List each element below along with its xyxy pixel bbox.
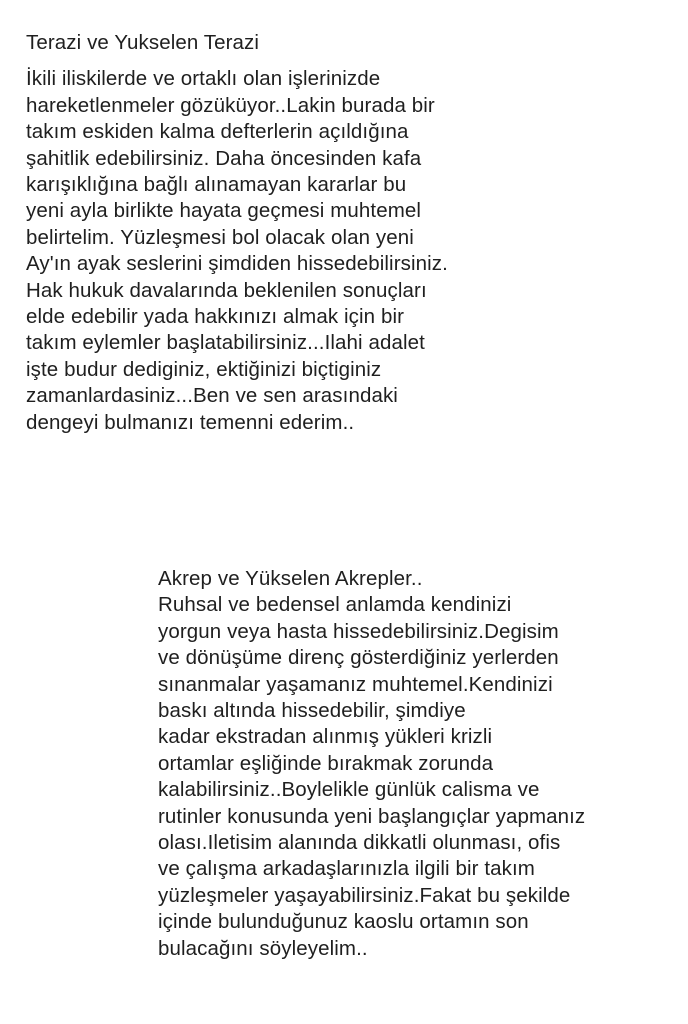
- scorpio-text-line: yüzleşmeler yaşayabilirsiniz.Fakat bu şekilde: [158, 883, 571, 907]
- libra-text-line: yeni ayla birlikte hayata geçmesi muhtemel: [26, 199, 422, 223]
- libra-text-line: takım eylemler başlatabilirsiniz...Ilahi adalet: [26, 331, 425, 355]
- scorpio-text-line: sınanmalar yaşamanız muhtemel.Kendinizi: [158, 672, 553, 696]
- libra-section: [26, 30, 448, 436]
- libra-text-line: takım eskiden kalma defterlerin açıldığına: [26, 120, 409, 144]
- libra-text-line: dengeyi bulmanızı temenni ederim..: [26, 410, 355, 434]
- scorpio-title: Akrep ve Yükselen Akrepler..: [158, 567, 423, 590]
- libra-text-line: belirtelim. Yüzleşmesi bol olacak olan yeni: [26, 225, 414, 249]
- scorpio-text-line: bulacağını söyleyelim..: [158, 936, 368, 960]
- libra-text-line: hareketlenmeler gözüküyor..Lakin burada bir: [26, 93, 435, 117]
- libra-text-line: elde edebilir yada hakkınızı almak için bir: [26, 305, 405, 329]
- libra-text-line: şahitlik edebilirsiniz. Daha öncesinden kafa: [26, 146, 422, 170]
- libra-text-line: karışıklığına bağlı alınamayan kararlar bu: [26, 173, 407, 197]
- libra-text-line: Ay'ın ayak seslerini şimdiden hissedebilirsiniz.: [26, 252, 448, 276]
- scorpio-text-line: yorgun veya hasta hissedebilirsiniz.Degisim: [158, 619, 559, 643]
- libra-title: Terazi ve Yukselen Terazi: [26, 31, 260, 54]
- scorpio-text-line: ve dönüşüme direnç gösterdiğiniz yerlerden: [158, 646, 559, 670]
- scorpio-text-line: olası.Iletisim alanında dikkatli olunması, ofis: [158, 831, 561, 855]
- libra-text-line: zamanlardasiniz...Ben ve sen arasındaki: [26, 384, 398, 408]
- scorpio-text-line: kalabilirsiniz..Boylelikle günlük calisma ve: [158, 778, 540, 802]
- scorpio-text-line: ve çalışma arkadaşlarınızla ilgili bir takım: [158, 857, 535, 881]
- scorpio-text-line: rutinler konusunda yeni başlangıçlar yapmanız: [158, 804, 586, 828]
- libra-text-line: işte budur dediginiz, ektiğinizi biçtiginiz: [26, 357, 382, 381]
- libra-text-line: Hak hukuk davalarında beklenilen sonuçları: [26, 278, 427, 302]
- scorpio-text-line: ortamlar eşliğinde bırakmak zorunda: [158, 751, 494, 775]
- scorpio-section: [158, 566, 585, 962]
- scorpio-text-line: Ruhsal ve bedensel anlamda kendinizi: [158, 593, 512, 617]
- scorpio-text-line: içinde bulunduğunuz kaoslu ortamın son: [158, 910, 529, 934]
- scorpio-text-line: baskı altında hissedebilir, şimdiye: [158, 699, 466, 723]
- libra-text-line: İkili iliskilerde ve ortaklı olan işlerinizde: [26, 67, 381, 91]
- scorpio-text-line: kadar ekstradan alınmış yükleri krizli: [158, 725, 493, 749]
